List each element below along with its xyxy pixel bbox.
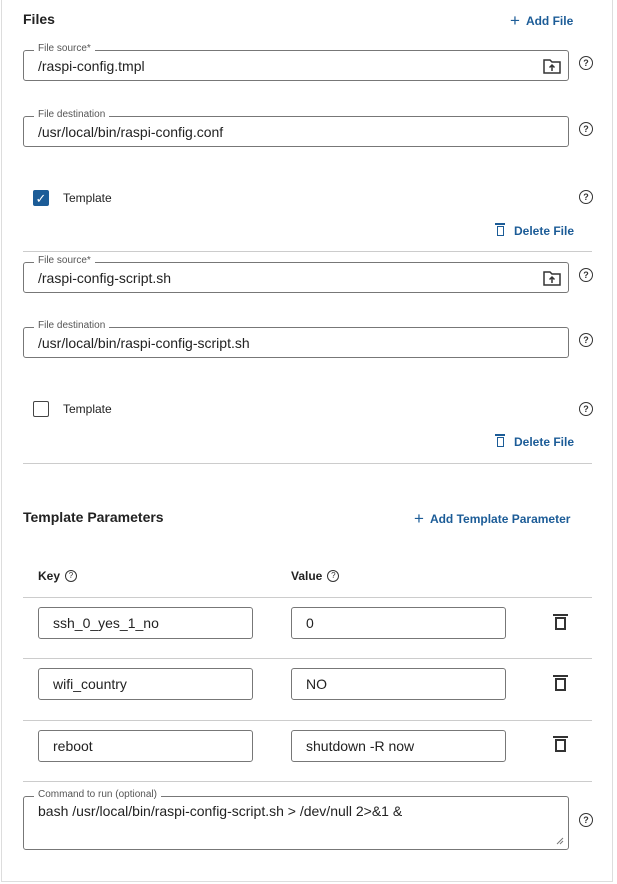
help-icon[interactable]: ? (579, 813, 593, 827)
template-parameters-title: Template Parameters (23, 509, 164, 525)
add-file-label: Add File (525, 14, 574, 28)
field-value: bash /usr/local/bin/raspi-config-script.sh > /dev/null 2>&1 & (38, 803, 403, 819)
field-label: File destination (34, 320, 109, 331)
field-label: File destination (34, 109, 109, 120)
field-value: /usr/local/bin/raspi-config.conf (38, 124, 224, 140)
help-icon[interactable]: ? (579, 333, 593, 347)
delete-param-trash-icon[interactable] (555, 739, 566, 752)
help-icon[interactable]: ? (65, 570, 77, 582)
value-header (291, 569, 339, 583)
help-icon[interactable]: ? (327, 570, 339, 582)
delete-file-label: Delete File (514, 435, 575, 449)
delete-file-button[interactable] (497, 224, 574, 238)
help-icon[interactable]: ? (579, 122, 593, 136)
delete-file-button[interactable] (497, 435, 574, 449)
plus-icon: + (414, 509, 424, 528)
template-checkbox[interactable] (33, 401, 49, 417)
field-value: /raspi-config.tmpl (38, 58, 145, 74)
folder-upload-icon[interactable] (543, 58, 561, 74)
trash-icon (497, 226, 504, 236)
param-key-input[interactable]: reboot (38, 730, 253, 762)
field-label: File source* (34, 43, 95, 54)
template-label: Template (63, 191, 112, 205)
key-header (38, 569, 77, 583)
help-icon[interactable]: ? (579, 268, 593, 282)
add-template-parameter-label: Add Template Parameter (429, 512, 571, 526)
divider (23, 597, 592, 598)
value-header-label: Value (291, 569, 323, 583)
template-label: Template (63, 402, 112, 416)
file-source-input[interactable] (23, 255, 569, 293)
files-title: Files (23, 11, 55, 27)
field-value: /usr/local/bin/raspi-config-script.sh (38, 335, 250, 351)
param-key-input[interactable]: wifi_country (38, 668, 253, 700)
help-icon[interactable]: ? (579, 190, 593, 204)
add-file-button[interactable] (510, 11, 573, 31)
field-label: File source* (34, 255, 95, 266)
help-icon[interactable]: ? (579, 402, 593, 416)
field-label: Command to run (optional) (34, 789, 161, 800)
delete-param-trash-icon[interactable] (555, 678, 566, 691)
plus-icon: + (510, 11, 520, 30)
resize-handle-icon[interactable] (556, 837, 564, 845)
key-header-label: Key (38, 569, 61, 583)
file-source-input[interactable] (23, 43, 569, 81)
divider (23, 720, 592, 721)
param-value-input[interactable]: 0 (291, 607, 506, 639)
divider (23, 463, 592, 464)
add-template-parameter-button[interactable] (414, 509, 570, 529)
param-key-input[interactable]: ssh_0_yes_1_no (38, 607, 253, 639)
trash-icon (497, 437, 504, 447)
folder-upload-icon[interactable] (543, 270, 561, 286)
file-destination-input[interactable] (23, 109, 569, 147)
delete-file-label: Delete File (514, 224, 575, 238)
param-value-input[interactable]: shutdown -R now (291, 730, 506, 762)
file-destination-input[interactable] (23, 320, 569, 358)
param-value-input[interactable]: NO (291, 668, 506, 700)
help-icon[interactable]: ? (579, 56, 593, 70)
field-value: /raspi-config-script.sh (38, 270, 172, 286)
divider (23, 251, 592, 252)
delete-param-trash-icon[interactable] (555, 617, 566, 630)
divider (23, 658, 592, 659)
command-textarea[interactable] (23, 789, 569, 850)
divider (23, 781, 592, 782)
template-checkbox[interactable]: ✓ (33, 190, 49, 206)
